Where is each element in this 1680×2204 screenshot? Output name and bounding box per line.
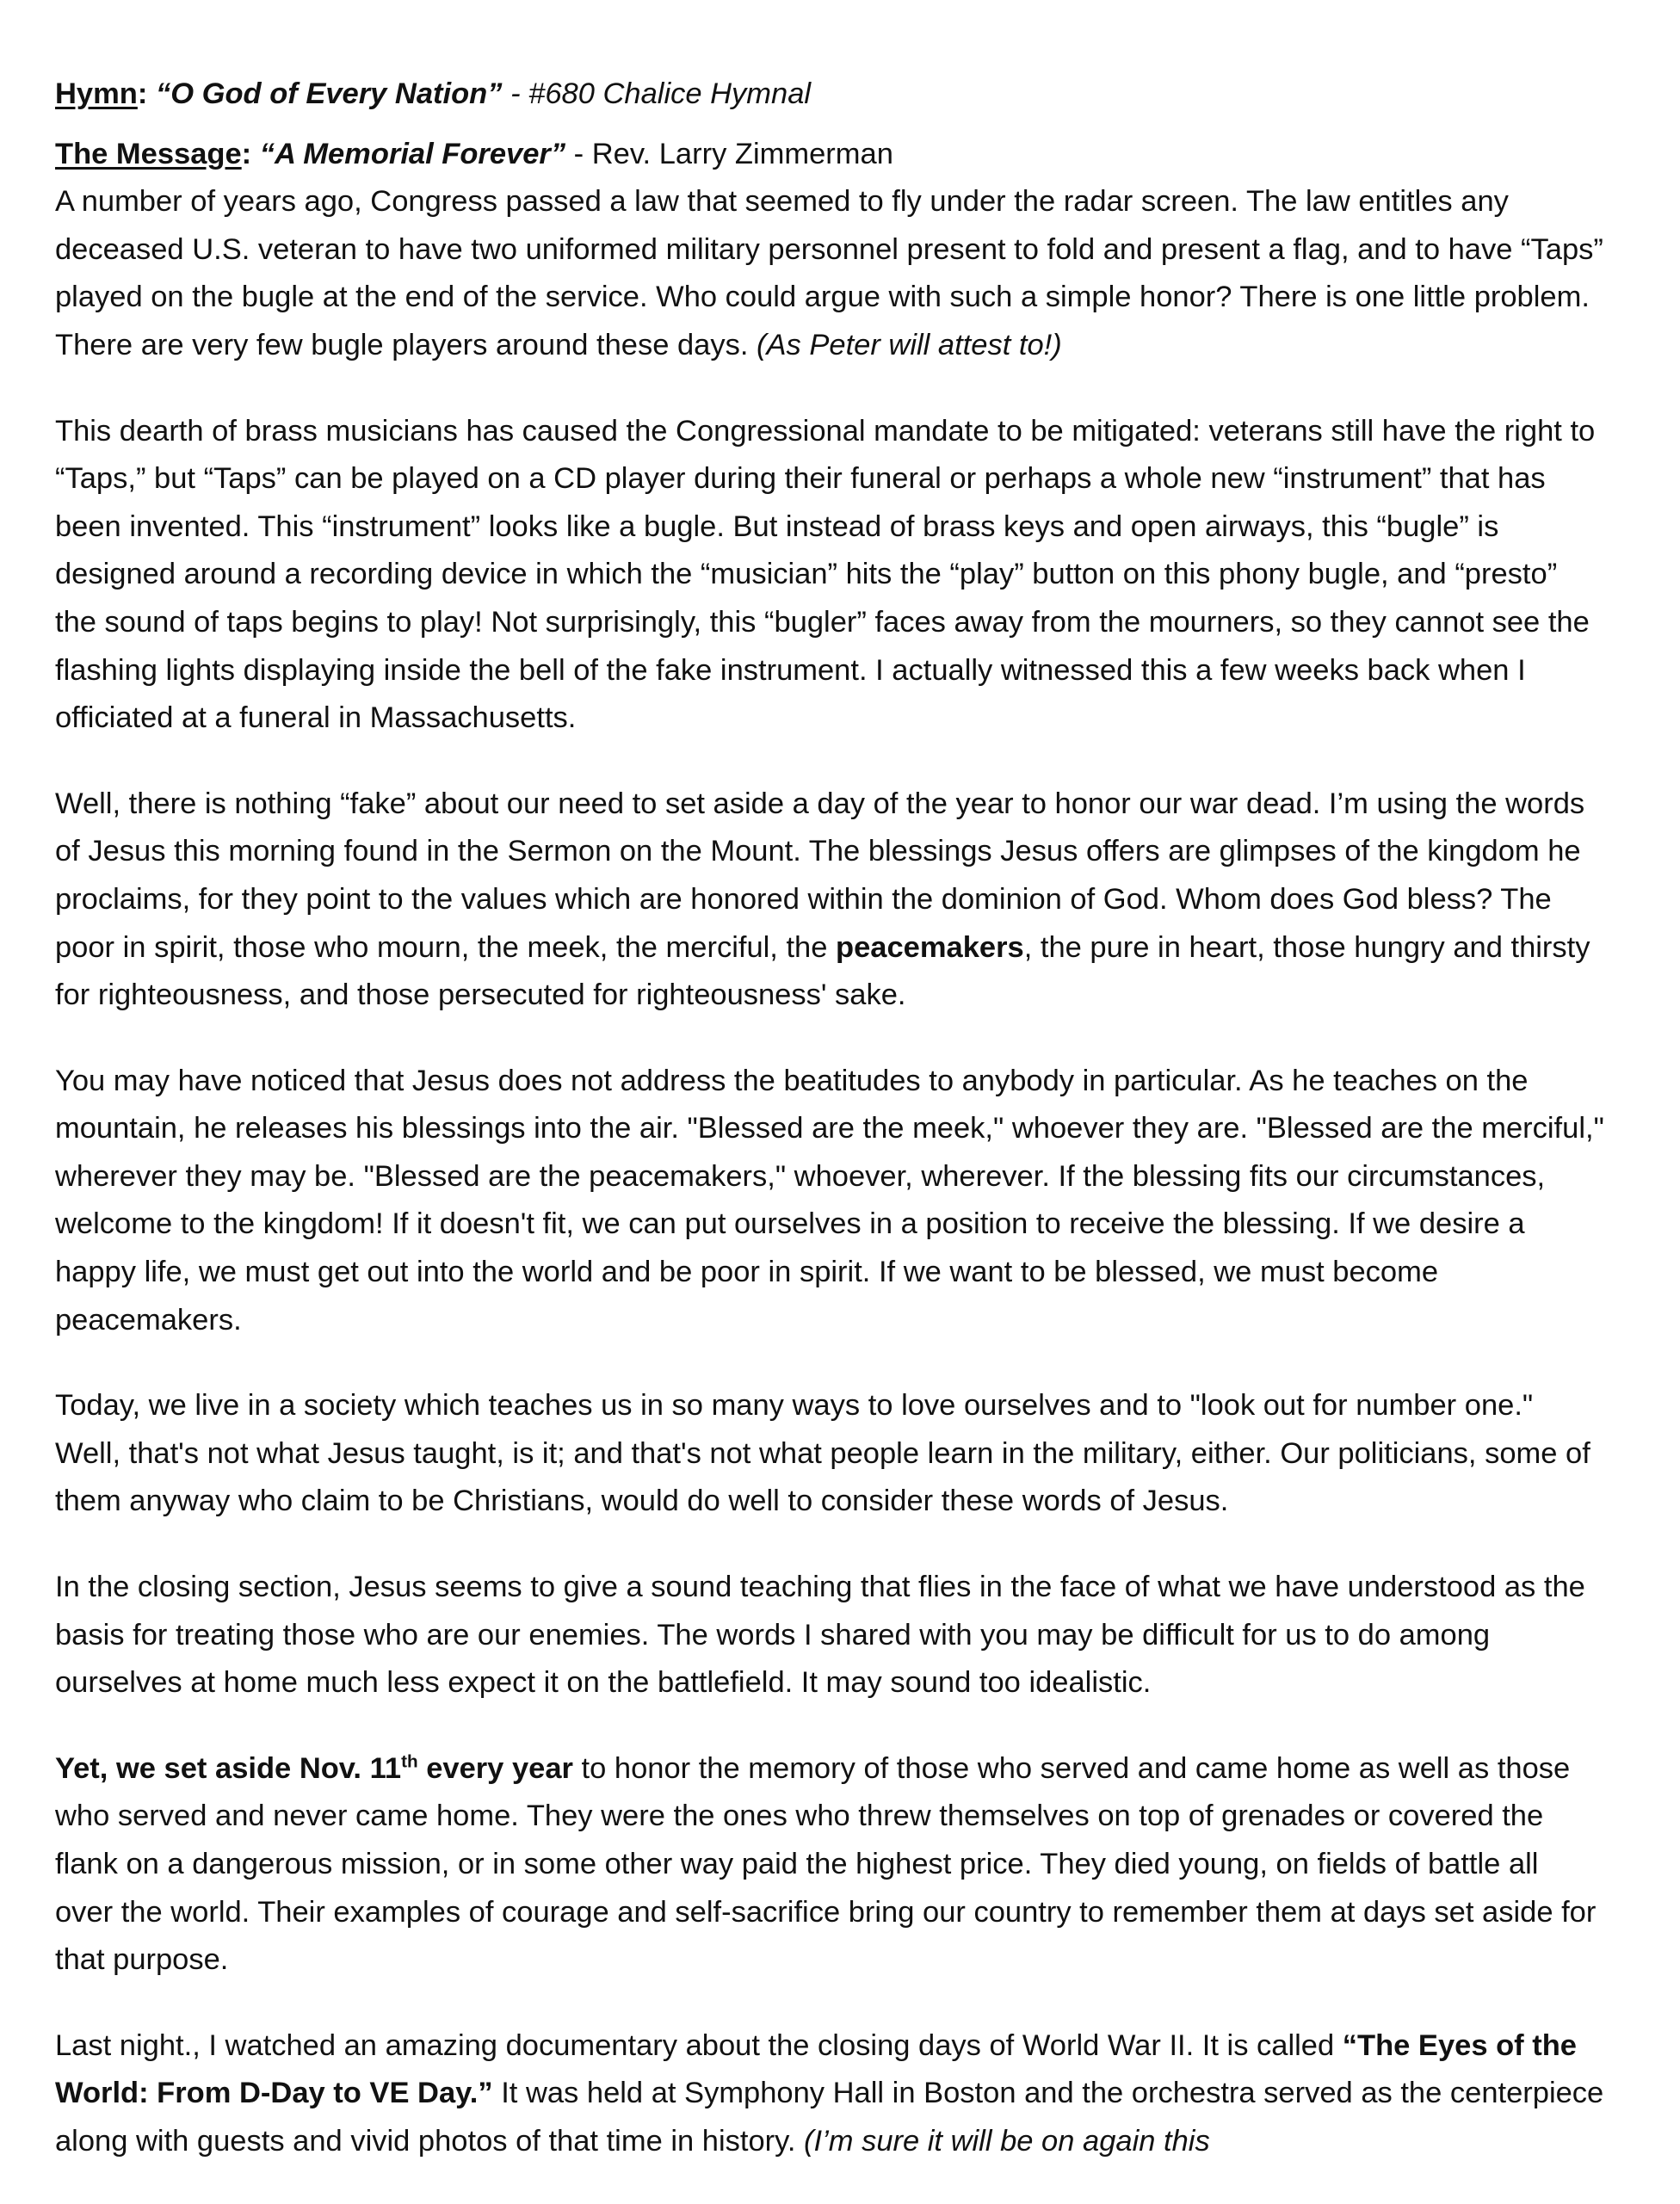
paragraph-7-rest: to honor the memory of those who served and came home as well as those who served and never came home. They were the ones who threw themselves on top of grenades or covered the flank on a dangerous mission, or in some other way paid the highest price. They died young, on fields of battle all over the world. Their examples of courage and self-sacrifice bring our country to remember them at days set aside for that purpose. (55, 1751, 1597, 1977)
paragraph-4 (55, 1058, 1604, 1345)
hymn-title: “O God of Every Nation” (155, 77, 503, 110)
hymn-colon: : (137, 77, 148, 110)
paragraph-4-text: You may have noticed that Jesus does not address the beatitudes to anybody in particular. As he teaches on the mountain, he releases his blessings into the air. "Blessed are the meek," whoever they are. "Blessed are the merciful," wherever they may be. "Blessed are the peacemakers," whoever, wherever. If the blessing fits our circumstances, welcome to the kingdom! If it doesn't fit, we can put ourselves in a position to receive the blessing. If we desire a happy life, we must get out into the world and be poor in spirit. If we want to be blessed, we must become peacemakers. (55, 1064, 1604, 1337)
paragraph-8-aside: (I’m sure it will be on again this (804, 2124, 1210, 2158)
paragraph-7-superscript: th (401, 1751, 418, 1772)
paragraph-3 (55, 781, 1604, 1020)
document-page (55, 71, 1604, 2204)
paragraph-3-before: Well, there is nothing “fake” about our need to set aside a day of the year to honor our war dead. I’m using the words of Jesus this morning found in the Sermon on the Mount. The blessings Jesus offers are glimpses of the kingdom he proclaims, for they point to the values which are honored within the dominion of God. Whom does God bless? The poor in spirit, those who mourn, the meek, the merciful, the (55, 787, 1585, 964)
paragraph-8-middle: It was held at Symphony Hall in Boston and the orchestra served as the centerpiece along with guests and vivid photos of that time in history. (55, 2077, 1604, 2158)
paragraph-7-bold-start: Yet, we set aside Nov. 11 (55, 1751, 402, 1785)
paragraph-5-text: Today, we live in a society which teaches us in so many ways to love ourselves and to "look out for number one." Well, that's not what Jesus taught, is it; and that's not what people learn in the military, either. Our politicians, some of them anyway who claim to be Christians, would do well to consider these words of Jesus. (55, 1389, 1590, 1518)
message-colon: : (241, 137, 252, 170)
paragraph-1 (55, 178, 1604, 369)
paragraph-5 (55, 1382, 1604, 1526)
paragraph-6 (55, 1564, 1604, 1707)
paragraph-2 (55, 408, 1604, 743)
paragraph-2-text: This dearth of brass musicians has caused the Congressional mandate to be mitigated: veterans still have the right to “Taps,” but “Taps” can be played on a CD player during their funeral or perhaps a whole new “instrument” that has been invented. This “instrument” looks like a bugle. But instead of brass keys and open airways, this “bugle” is designed around a recording device in which the “musician” hits the “play” button on this phony bugle, and “presto” the sound of taps begins to play! Not surprisingly, this “bugler” faces away from the mourners, so they cannot see the flashing lights displaying inside the bell of the fake instrument. I actually witnessed this a few weeks back when I officiated at a funeral in Massachusetts. (55, 414, 1596, 735)
paragraph-3-after: , the pure in heart, those hungry and thirsty for righteousness, and those persecuted for righteousness' sake. (55, 930, 1590, 1012)
message-title: “A Memorial Forever” (259, 137, 566, 170)
paragraph-1-aside: (As Peter will attest to!) (757, 328, 1062, 361)
message-label: The Message (55, 137, 242, 170)
paragraph-8-before: Last night., I watched an amazing documentary about the closing days of World War II. It is called (55, 2028, 1343, 2062)
paragraph-7-bold-end: every year (417, 1751, 573, 1785)
paragraph-6-text: In the closing section, Jesus seems to give a sound teaching that flies in the face of what we have understood as the basis for treating those who are our enemies. The words I shared with you may be difficult for us to do among ourselves at home much less expect it on the battlefield. It may sound too idealistic. (55, 1571, 1585, 1700)
hymn-heading (55, 71, 1604, 119)
paragraph-7 (55, 1745, 1604, 1985)
paragraph-8 (55, 2022, 1604, 2166)
message-heading (55, 131, 1604, 179)
message-author: - Rev. Larry Zimmerman (565, 137, 893, 170)
paragraph-1-text: A number of years ago, Congress passed a law that seemed to fly under the radar screen. The law entitles any deceased U.S. veteran to have two uniformed military personnel present to fold and present a flag, and to have “Taps” played on the bugle at the end of the service. Who could argue with such a simple honor? There is one little problem. There are very few bugle players around these days. (55, 185, 1603, 361)
paragraph-3-bold: peacemakers (836, 930, 1024, 964)
hymn-label: Hymn (55, 77, 138, 110)
paragraph-8-bold: “The Eyes of the World: From D-Day to VE Day.” (55, 2028, 1577, 2110)
hymn-source: - #680 Chalice Hymnal (502, 77, 812, 110)
